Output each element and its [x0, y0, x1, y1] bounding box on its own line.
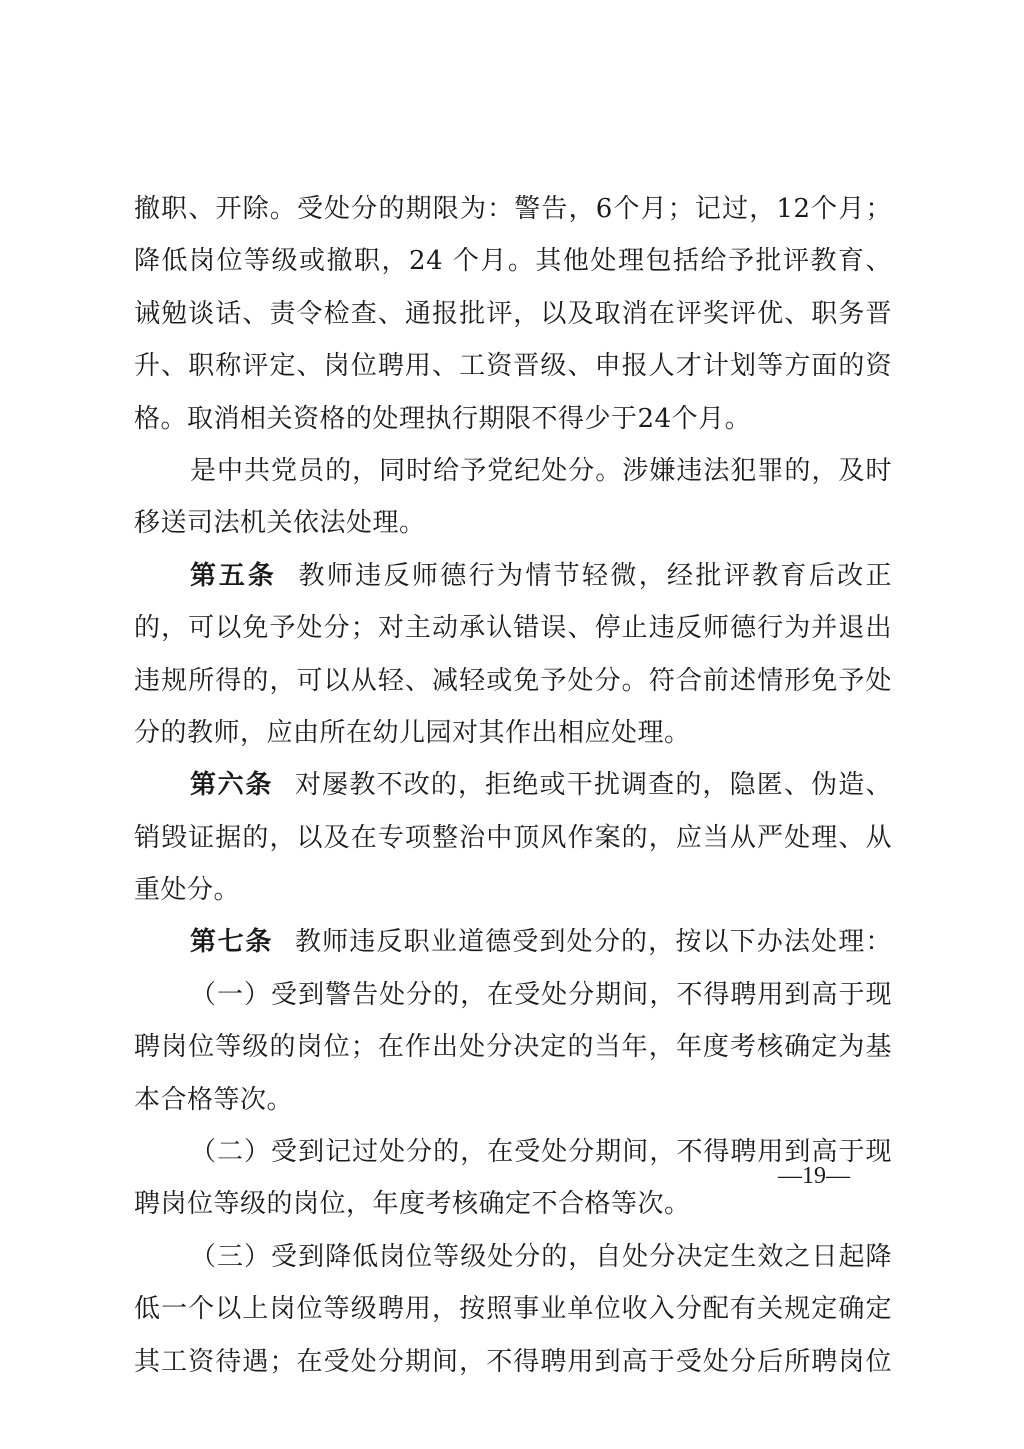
clause-1-first-line: （一）受到警告处分的，在受处分期间，不得聘用到高于现: [190, 979, 892, 1010]
article-6-first-line: [134, 759, 892, 811]
text-line: 撤职、开除。受处分的期限为：警告，6个月；记过，12个月；: [134, 194, 892, 224]
article-5-first-line: [134, 550, 892, 602]
article-7-heading: 第七条: [190, 927, 273, 958]
page-number: —19—: [778, 1163, 850, 1189]
text-line: 低一个以上岗位等级聘用，按照事业单位收入分配有关规定确定: [134, 1294, 892, 1325]
text-line: 分的教师，应由所在幼儿园对其作出相应处理。: [134, 717, 691, 748]
article-5-heading: 第五条: [190, 560, 277, 591]
article-6-heading: 第六条: [190, 770, 273, 801]
text-line: 销毁证据的，以及在专项整治中顶风作案的，应当从严处理、从: [134, 822, 892, 853]
clause-3-first-line: （三）受到降低岗位等级处分的，自处分决定生效之日起降: [190, 1241, 892, 1272]
article-7-first-line: [134, 916, 892, 968]
text-line: 降低岗位等级或撤职，24 个月。其他处理包括给予批评教育、: [134, 246, 892, 277]
body-text: [134, 183, 892, 1388]
article-5-text: 教师违反师德行为情节轻微，经批评教育后改正: [298, 560, 892, 591]
text-line: 聘岗位等级的岗位，年度考核确定不合格等次。: [134, 1189, 691, 1220]
text-line: 移送司法机关依法处理。: [134, 508, 426, 539]
text-line: 重处分。: [134, 875, 241, 906]
text-line: 格。取消相关资格的处理执行期限不得少于24个月。: [134, 403, 752, 434]
text-line: 违规所得的，可以从轻、减轻或免予处分。符合前述情形免予处: [134, 665, 892, 696]
paragraph-party-discipline: 是中共党员的，同时给予党纪处分。涉嫌违法犯罪的，及时: [190, 455, 892, 486]
article-6-text: 对屡教不改的，拒绝或干扰调查的，隐匿、伪造、: [295, 770, 892, 801]
clause-2-first-line: （二）受到记过处分的，在受处分期间，不得聘用到高于现: [190, 1137, 892, 1168]
text-line: 本合格等次。: [134, 1084, 294, 1115]
text-line: 的，可以免予处分；对主动承认错误、停止违反师德行为并退出: [134, 613, 892, 644]
text-line: 聘岗位等级的岗位；在作出处分决定的当年，年度考核确定为基: [134, 1032, 892, 1063]
article-7-text: 教师违反职业道德受到处分的，按以下办法处理：: [295, 927, 892, 958]
text-line: 诫勉谈话、责令检查、通报批评，以及取消在评奖评优、职务晋: [134, 298, 892, 329]
text-line: 其工资待遇；在受处分期间，不得聘用到高于受处分后所聘岗位: [134, 1346, 892, 1377]
text-line: 升、职称评定、岗位聘用、工资晋级、申报人才计划等方面的资: [134, 351, 892, 382]
